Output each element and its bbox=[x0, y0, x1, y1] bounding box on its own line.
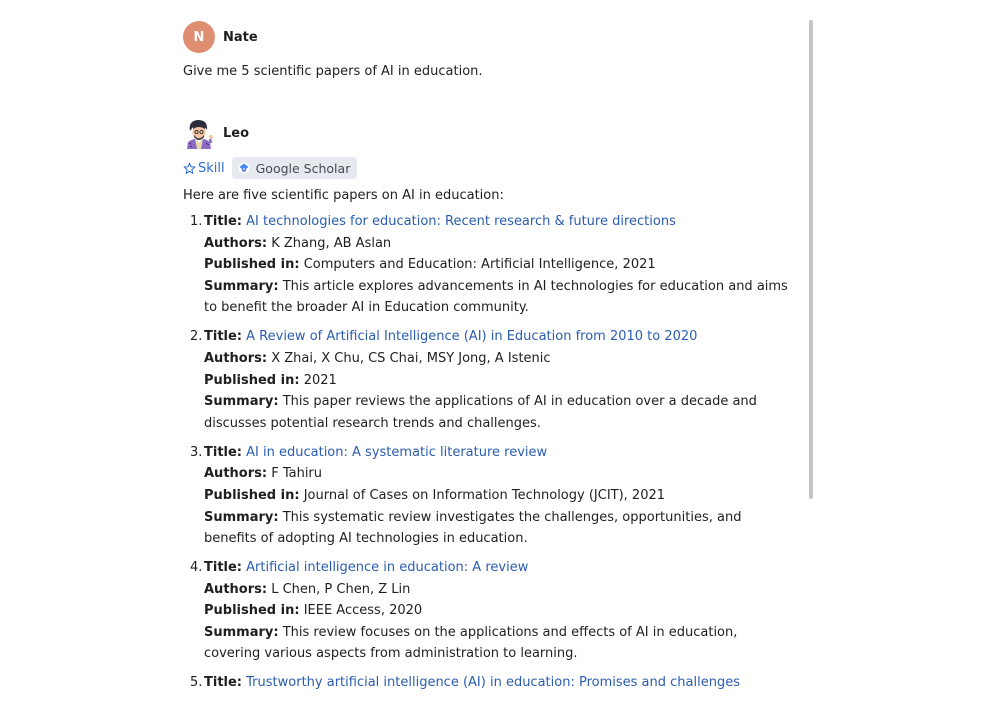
title-label: Title: bbox=[204, 329, 243, 345]
skill-label: Skill bbox=[198, 160, 225, 176]
paper-published-line bbox=[204, 370, 795, 392]
skill-tag[interactable] bbox=[232, 157, 358, 179]
paper-published: 2021 bbox=[303, 372, 337, 388]
response-intro: Here are five scientific papers on AI in education: bbox=[183, 188, 504, 203]
paper-summary-line bbox=[204, 507, 795, 550]
paper-authors-line bbox=[204, 463, 795, 485]
sender-name: Nate bbox=[223, 29, 258, 45]
published-label: Published in: bbox=[204, 487, 300, 503]
paper-title-line bbox=[204, 672, 795, 694]
paper-summary: This paper reviews the applications of AI in education over a decade and discusses potential research trends and challenges. bbox=[204, 394, 757, 431]
paper-published: Computers and Education: Artificial Intelligence, 2021 bbox=[303, 257, 656, 273]
paper-authors-line bbox=[204, 233, 795, 255]
paper-summary-line bbox=[204, 622, 795, 665]
paper-published-line bbox=[204, 254, 795, 276]
paper-published-line bbox=[204, 600, 795, 622]
title-label: Title: bbox=[204, 560, 243, 576]
scrollbar-thumb[interactable] bbox=[809, 20, 813, 499]
authors-label: Authors: bbox=[204, 235, 268, 251]
summary-label: Summary: bbox=[204, 624, 279, 640]
bot-avatar-icon bbox=[184, 117, 214, 149]
paper-title-line bbox=[204, 557, 795, 579]
paper-title-link[interactable]: A Review of Artificial Intelligence (AI) in Education from 2010 to 2020 bbox=[246, 329, 698, 345]
published-label: Published in: bbox=[204, 372, 300, 388]
paper-title-line bbox=[204, 442, 795, 464]
skill-link[interactable] bbox=[183, 161, 225, 176]
paper-authors: K Zhang, AB Aslan bbox=[271, 235, 392, 251]
google-scholar-icon bbox=[238, 162, 250, 174]
paper-authors: X Zhai, X Chu, CS Chai, MSY Jong, A Istenic bbox=[271, 350, 551, 366]
paper-authors-line bbox=[204, 348, 795, 370]
published-label: Published in: bbox=[204, 603, 300, 619]
authors-label: Authors: bbox=[204, 350, 268, 366]
paper-published: IEEE Access, 2020 bbox=[303, 603, 423, 619]
authors-label: Authors: bbox=[204, 466, 268, 482]
authors-label: Authors: bbox=[204, 581, 268, 597]
paper-published-line bbox=[204, 485, 795, 507]
title-label: Title: bbox=[204, 675, 243, 691]
title-label: Title: bbox=[204, 444, 243, 460]
paper-title-link[interactable]: AI technologies for education: Recent research & future directions bbox=[246, 214, 676, 229]
list-item bbox=[183, 672, 795, 694]
paper-published: Journal of Cases on Information Technology (JCIT), 2021 bbox=[303, 487, 666, 503]
paper-authors: F Tahiru bbox=[271, 466, 323, 482]
skill-tag-label: Google Scholar bbox=[255, 160, 351, 176]
bot-message bbox=[183, 117, 795, 701]
user-message-text: Give me 5 scientific papers of AI in education. bbox=[183, 64, 483, 79]
list-number: 3. bbox=[190, 444, 203, 460]
list-number: 4. bbox=[190, 560, 203, 576]
paper-title-line bbox=[204, 326, 795, 348]
paper-list bbox=[183, 211, 795, 694]
list-item bbox=[183, 442, 795, 550]
paper-title-link[interactable]: Trustworthy artificial intelligence (AI) in education: Promises and challenges bbox=[246, 675, 740, 691]
bot-message-header bbox=[183, 117, 795, 149]
skill-row bbox=[183, 157, 795, 179]
published-label: Published in: bbox=[204, 257, 300, 273]
avatar: N bbox=[183, 21, 215, 53]
paper-summary-line bbox=[204, 276, 795, 319]
list-item bbox=[183, 326, 795, 434]
paper-authors-line bbox=[204, 579, 795, 601]
list-item bbox=[183, 557, 795, 665]
list-item bbox=[183, 211, 795, 319]
paper-summary-line bbox=[204, 391, 795, 434]
summary-label: Summary: bbox=[204, 278, 279, 294]
title-label: Title: bbox=[204, 214, 243, 229]
paper-title-link[interactable]: AI in education: A systematic literature review bbox=[246, 444, 548, 460]
paper-title-line bbox=[204, 211, 795, 233]
list-number: 2. bbox=[190, 329, 203, 345]
paper-authors: L Chen, P Chen, Z Lin bbox=[271, 581, 411, 597]
paper-summary: This systematic review investigates the challenges, opportunities, and benefits of adopting AI technologies in education. bbox=[204, 509, 742, 547]
user-message bbox=[183, 21, 795, 79]
sender-name: Leo bbox=[223, 125, 250, 141]
paper-summary: This review focuses on the applications and effects of AI in education, covering various aspects from administration to learning. bbox=[204, 624, 738, 662]
paper-title-link[interactable]: Artificial intelligence in education: A review bbox=[246, 560, 529, 576]
summary-label: Summary: bbox=[204, 509, 279, 525]
user-message-header bbox=[183, 21, 795, 53]
list-number: 5. bbox=[190, 675, 203, 691]
sparkle-star-icon bbox=[183, 162, 196, 175]
avatar bbox=[183, 117, 215, 149]
paper-summary: This article explores advancements in AI technologies for education and aims to benefit the broader AI in Education community. bbox=[204, 278, 788, 316]
summary-label: Summary: bbox=[204, 394, 279, 410]
list-number: 1. bbox=[190, 214, 203, 229]
